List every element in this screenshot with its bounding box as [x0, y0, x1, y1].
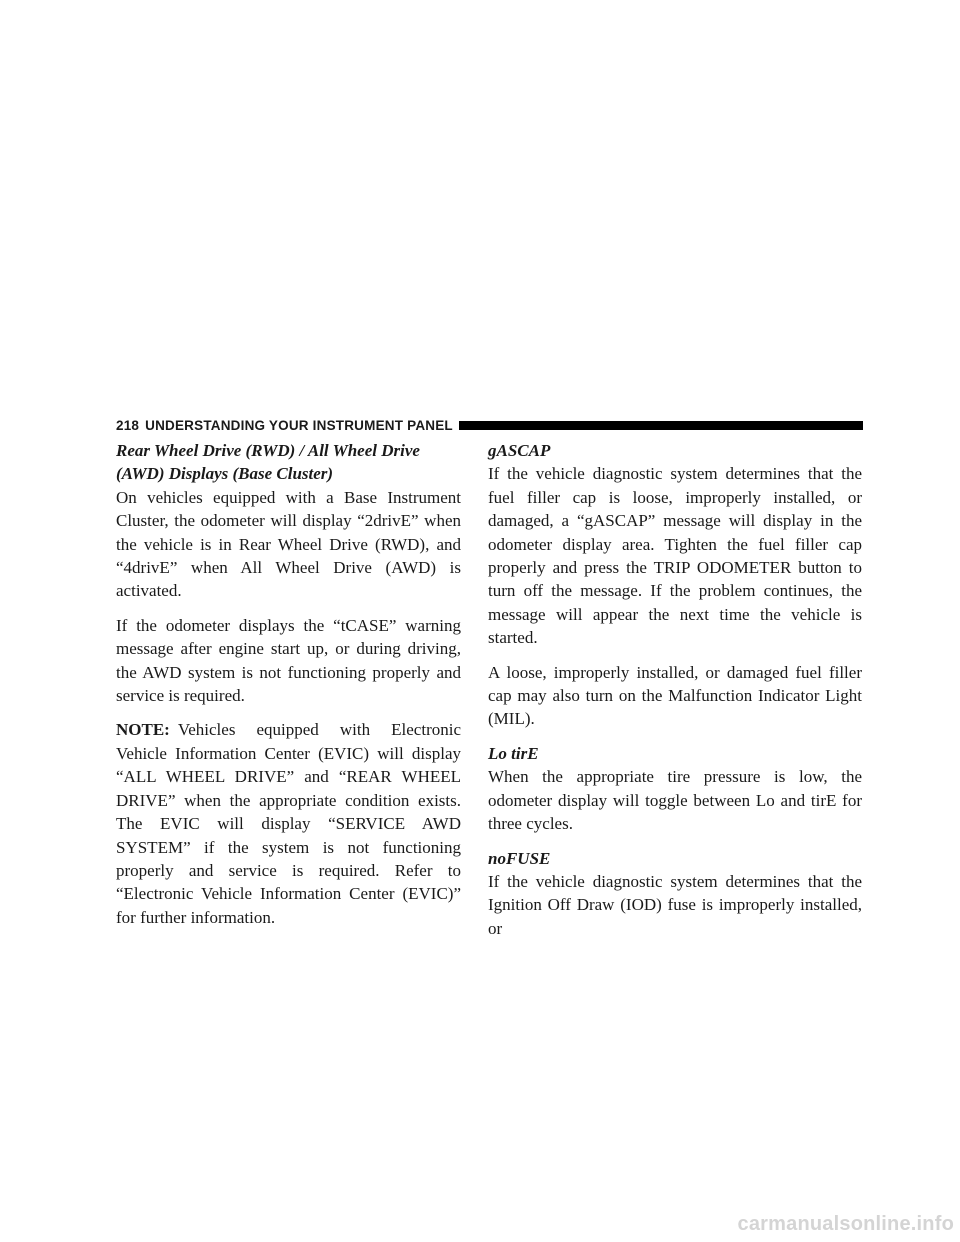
- nofuse-heading: noFUSE: [488, 848, 551, 868]
- page-number: 218: [116, 417, 140, 433]
- rwd-awd-paragraph: On vehicles equipped with a Base Instrument Cluster, the odometer will display “2drivE” when the vehicle is in Rear Wheel Drive (RWD), and “4drivE” when All Wheel Drive (AWD) is activated.: [116, 487, 461, 601]
- lotire-heading: Lo tirE: [488, 743, 539, 763]
- mil-paragraph: A loose, improperly installed, or damaged fuel filler cap may also turn on the Malfunction Indicator Light (MIL).: [488, 662, 862, 729]
- gascap-section: [488, 439, 862, 650]
- nofuse-paragraph: If the vehicle diagnostic system determines that the Ignition Off Draw (IOD) fuse is improperly installed, or: [488, 871, 862, 938]
- section-title: UNDERSTANDING YOUR INSTRUMENT PANEL: [145, 417, 453, 433]
- lotire-paragraph: When the appropriate tire pressure is low, the odometer display will toggle between Lo and tirE for three cycles.: [488, 767, 862, 834]
- note-paragraph: [116, 718, 461, 929]
- rwd-awd-heading: Rear Wheel Drive (RWD) / All Wheel Drive (AWD) Displays (Base Cluster): [116, 441, 420, 484]
- page-header: [116, 417, 863, 433]
- right-column: [488, 439, 862, 951]
- gascap-paragraph: If the vehicle diagnostic system determines that the fuel filler cap is loose, improperly installed, or damaged, a “gASCAP” message will display in the odometer display area. Tighten the fuel filler cap properly and press the TRIP ODOMETER button to turn off the message. If the problem continues, the message will appear the next time the vehicle is started.: [488, 464, 862, 648]
- note-text: Vehicles equipped with Electronic Vehicle Information Center (EVIC) will display “ALL WHEEL DRIVE” and “REAR WHEEL DRIVE” when the appropriate condition exists. The EVIC will display “SERVICE AWD SYSTEM” if the system is not functioning properly and service is required. Refer to “Electronic Vehicle Information Center (EVIC)” for further information.: [116, 720, 461, 927]
- lotire-section: [488, 742, 862, 836]
- left-column: [116, 439, 461, 940]
- gascap-heading: gASCAP: [488, 441, 551, 460]
- nofuse-section: [488, 847, 862, 941]
- note-label: NOTE:: [116, 720, 170, 740]
- header-rule: [459, 421, 863, 430]
- tcase-paragraph: If the odometer displays the “tCASE” warning message after engine start up, or during driving, the AWD system is not functioning properly and service is required.: [116, 615, 461, 706]
- watermark-logo: carmanualsonline.info: [737, 1213, 954, 1235]
